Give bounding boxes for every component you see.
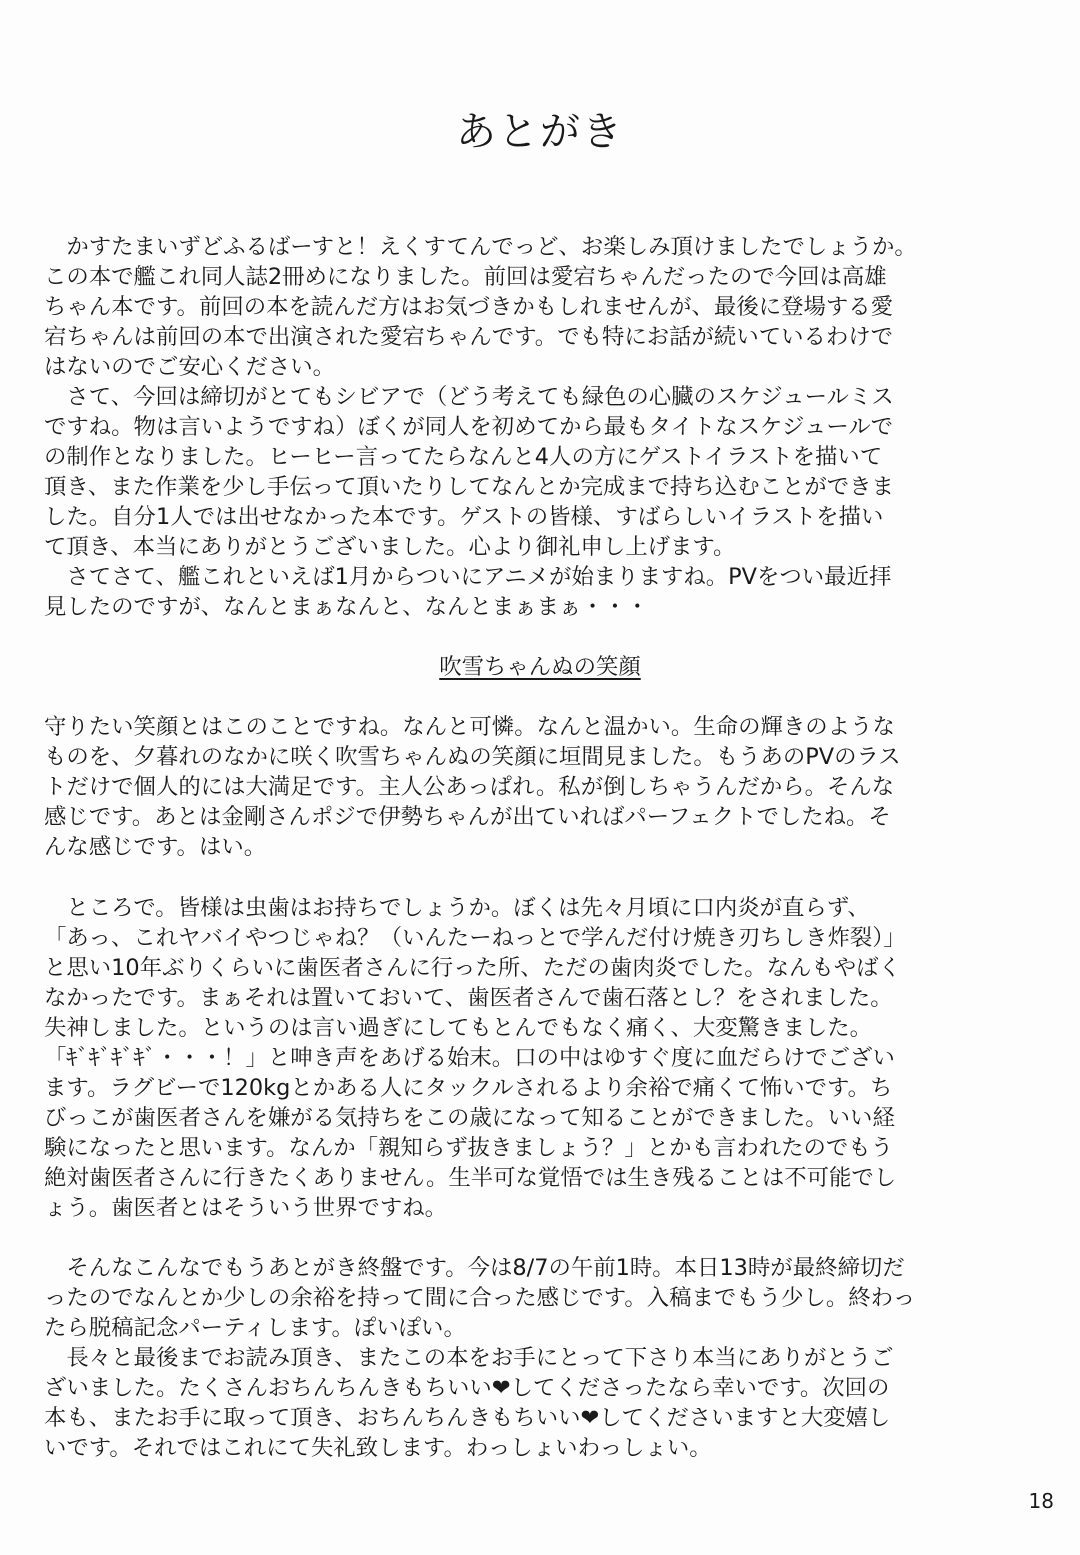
text-line: の制作となりました。ヒーヒー言ってたらなんと4人の方にゲストイラストを描いて (44, 444, 883, 470)
text-line: て頂き、本当にありがとうございました。心より御礼申し上げます。 (44, 534, 736, 560)
text-line: ったのでなんとか少しの余裕を持って間に合った感じです。入稿までもう少し。終わっ (44, 1285, 916, 1311)
text-line: トだけで個人的には大満足です。主人公あっぱれ。私が倒しちゃうんだから。そんな (44, 774, 895, 800)
page-number: 18 (1028, 1489, 1054, 1513)
text-line: ょう。歯医者とはそういう世界ですね。 (44, 1195, 448, 1221)
text-line: この本で艦これ同人誌2冊めになりました。前回は愛宕ちゃんだったので今回は高雄 (44, 264, 887, 290)
text-line: 失神しました。というのは言い過ぎにしてもとんでもなく痛く、大変驚きました。 (44, 1015, 873, 1041)
text-line: 宕ちゃんは前回の本で出演された愛宕ちゃんです。でも特にお話が続いているわけで (44, 324, 894, 350)
text-line: んな感じです。はい。 (44, 834, 267, 860)
text-line: いです。それではこれにて失礼致します。わっしょいわっしょい。 (44, 1435, 712, 1461)
text-line: 本も、またお手に取って頂き、おちんちんきもちいい❤してくださいますと大変嬉し (44, 1405, 891, 1431)
page-title: あとがき (456, 109, 624, 155)
text-line: ます。ラグビーで120kgとかある人にタックルされるより余裕で痛くて怖いです。ち (44, 1075, 893, 1101)
paragraph-block-fubuki (44, 712, 1044, 862)
section-heading (0, 652, 1080, 682)
text-line: そんなこんなでもうあとがき終盤です。今は8/7の午前1時。本日13時が最終締切だ (44, 1255, 905, 1281)
section-heading-text: 吹雪ちゃんぬの笑顔 (439, 654, 641, 680)
text-line: ですね。物は言いようですね）ぼくが同人を初めてから最もタイトなスケジュールで (44, 414, 894, 440)
text-line: 「あっ、これヤバイやつじゃね？（いんたーねっとで学んだ付け焼き刃ちしき炸裂）」 (44, 925, 906, 951)
text-line: ところで。皆様は虫歯はお持ちでしょうか。ぼくは先々月頃に口内炎が直らず、 (44, 895, 870, 921)
text-line: 守りたい笑顔とはこのことですね。なんと可憐。なんと温かい。生命の輝きのような (44, 714, 895, 740)
text-line: なかったです。まぁそれは置いておいて、歯医者さんで歯石落とし？をされました。 (44, 985, 893, 1011)
text-line: 長々と最後までお読み頂き、またこの本をお手にとって下さり本当にありがとうご (44, 1345, 894, 1371)
paragraph-block-intro (44, 232, 1044, 622)
text-line: 「ｷﾞｷﾞｷﾞｷﾞ・・・！」と呻き声をあげる始末。口の中はゆすぐ度に血だらけでござい (44, 1045, 895, 1071)
paragraph-block-dentist (44, 893, 1044, 1223)
text-line: ちゃん本です。前回の本を読んだ方はお気づきかもしれませんが、最後に登場する愛 (44, 294, 894, 320)
text-line: 験になったと思います。なんか「親知らず抜きましょう？」とかも言われたのでもう (44, 1135, 894, 1161)
text-line: 見したのですが、なんとまぁなんと、なんとまぁまぁ・・・ (44, 594, 649, 620)
text-line: 頂き、また作業を少し手伝って頂いたりしてなんとか完成まで持ち込むことができま (44, 474, 894, 500)
text-line: 感じです。あとは金剛さんポジで伊勢ちゃんが出ていればパーフェクトでしたね。そ (44, 804, 891, 830)
text-line: たら脱稿記念パーティします。ぽいぽい。 (44, 1315, 466, 1341)
text-line: ざいました。たくさんおちんちんきもちいい❤してくださったなら幸いです。次回の (44, 1375, 890, 1401)
text-line: さてさて、艦これといえば1月からついにアニメが始まりますね。PVをつい最近拝 (44, 564, 892, 590)
text-line: はないのでご安心ください。 (44, 354, 336, 380)
text-line: ものを、夕暮れのなかに咲く吹雪ちゃんぬの笑顔に垣間見ました。もうあのPVのラス (44, 744, 901, 770)
text-line: 絶対歯医者さんに行きたくありません。生半可な覚悟では生き残ることは不可能でし (44, 1165, 897, 1191)
text-line: かすたまいずどふるばーすと！えくすてんでっど、お楽しみ頂けましたでしょうか。 (44, 234, 917, 260)
paragraph-block-closing (44, 1253, 1044, 1463)
text-line: さて、今回は締切がとてもシビアで（どう考えても緑色の心臓のスケジュールミス (44, 384, 894, 410)
text-line: した。自分1人では出せなかった本です。ゲストの皆様、すばらしいイラストを描い (44, 504, 884, 530)
text-line: びっこが歯医者さんを嫌がる気持ちをこの歳になって知ることができました。いい経 (44, 1105, 895, 1131)
text-line: と思い10年ぶりくらいに歯医者さんに行った所、ただの歯肉炎でした。なんもやばく (44, 955, 901, 981)
